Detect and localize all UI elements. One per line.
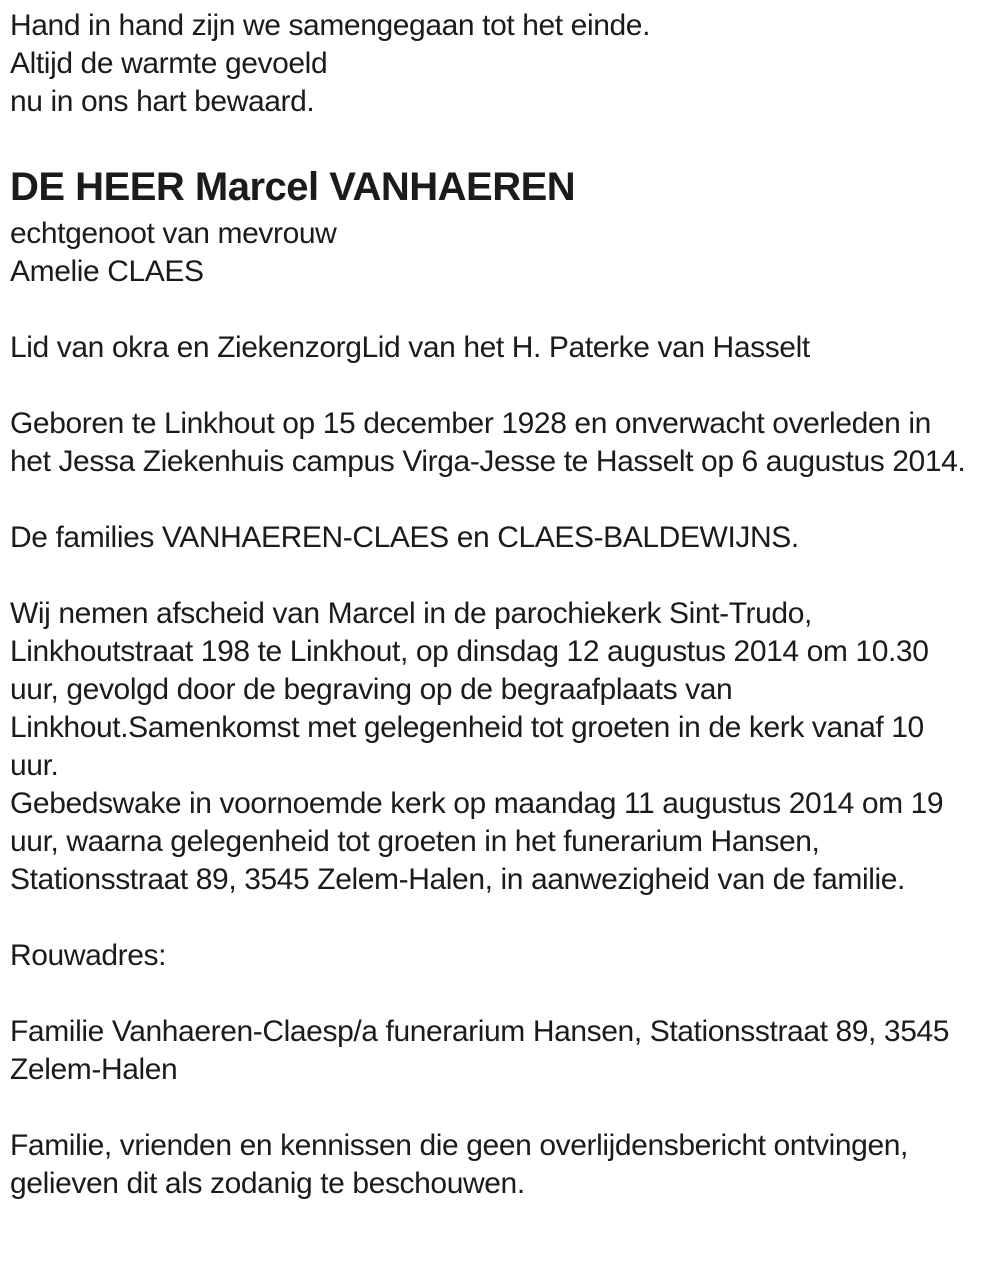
mourning-address-paragraph [10, 1013, 990, 1089]
birth-death-line: Geboren te Linkhout op 15 december 1928 en onverwacht overleden in [10, 407, 931, 440]
mourning-address-line: Zelem-Halen [10, 1053, 178, 1086]
ceremony-line: Linkhoutstraat 198 te Linkhout, op dinsdag 12 augustus 2014 om 10.30 [10, 635, 929, 668]
ceremony-line: uur. [10, 749, 59, 782]
memberships-paragraph [10, 329, 990, 367]
notice-paragraph [10, 1127, 990, 1203]
poem-line: Altijd de warmte gevoeld [10, 47, 328, 80]
notice-line: gelieven dit als zodanig te beschouwen. [10, 1167, 525, 1200]
poem-line: nu in ons hart bewaard. [10, 85, 315, 118]
ceremony-paragraph [10, 595, 990, 899]
ceremony-line: Linkhout.Samenkomst met gelegenheid tot groeten in de kerk vanaf 10 [10, 711, 924, 744]
mourning-address-label-paragraph [10, 937, 990, 975]
mourning-address-line: Familie Vanhaeren-Claesp/a funerarium Hansen, Stationsstraat 89, 3545 [10, 1015, 950, 1048]
families-paragraph [10, 519, 990, 557]
ceremony-line: Wij nemen afscheid van Marcel in de parochiekerk Sint-Trudo, [10, 597, 812, 630]
families-line: De families VANHAEREN-CLAES en CLAES-BALDEWIJNS. [10, 521, 799, 554]
memberships-line: Lid van okra en ZiekenzorgLid van het H. Paterke van Hasselt [10, 331, 810, 364]
ceremony-line: uur, gevolgd door de begraving op de begraafplaats van [10, 673, 733, 706]
poem-line: Hand in hand zijn we samengegaan tot het einde. [10, 9, 650, 42]
mourning-address-label: Rouwadres: [10, 939, 167, 972]
deceased-relation: echtgenoot van mevrouw [10, 217, 337, 250]
deceased-name-heading: DE HEER Marcel VANHAEREN [10, 165, 576, 209]
deceased-block [10, 159, 990, 291]
poem-paragraph [10, 7, 990, 121]
ceremony-line: uur, waarna gelegenheid tot groeten in het funerarium Hansen, [10, 825, 820, 858]
birth-death-paragraph [10, 405, 990, 481]
deceased-spouse-name: Amelie CLAES [10, 255, 204, 288]
birth-death-line: het Jessa Ziekenhuis campus Virga-Jesse te Hasselt op 6 augustus 2014. [10, 445, 966, 478]
ceremony-line: Gebedswake in voornoemde kerk op maandag 11 augustus 2014 om 19 [10, 787, 944, 820]
ceremony-line: Stationsstraat 89, 3545 Zelem-Halen, in aanwezigheid van de familie. [10, 863, 905, 896]
notice-line: Familie, vrienden en kennissen die geen overlijdensbericht ontvingen, [10, 1129, 908, 1162]
